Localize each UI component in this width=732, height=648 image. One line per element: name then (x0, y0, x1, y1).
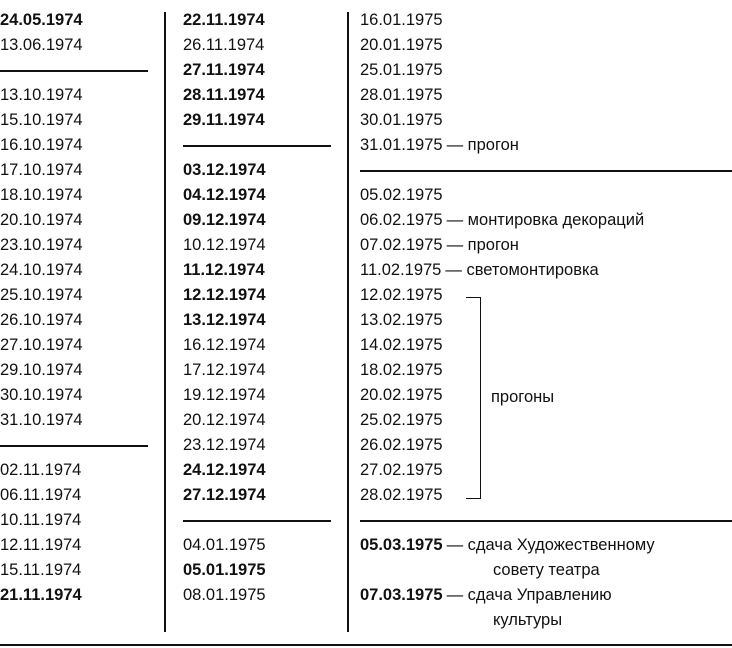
schedule-entry (183, 558, 331, 583)
entry-date: 16.01.1975 (360, 11, 443, 29)
schedule-entry (183, 183, 331, 208)
entry-note: — сдача Художественному (446, 536, 655, 554)
entry-note-continuation: культуры (493, 611, 563, 629)
entry-date: 12.12.1974 (183, 286, 266, 304)
entry-date: 29.10.1974 (0, 361, 83, 379)
schedule-entry (360, 108, 732, 133)
entry-date: 29.11.1974 (183, 111, 265, 129)
schedule-entry (183, 58, 331, 83)
schedule-entry (360, 333, 732, 358)
entry-date: 16.12.1974 (183, 336, 266, 354)
schedule-entry (183, 8, 331, 33)
rehearsals-bracket (466, 297, 481, 499)
group-separator (183, 133, 331, 158)
schedule-entry (0, 408, 148, 433)
entry-date: 07.03.1975 (360, 586, 443, 604)
schedule-entry (360, 283, 732, 308)
schedule-entry (183, 283, 331, 308)
entry-date: 31.10.1974 (0, 411, 83, 429)
schedule-entry (360, 433, 732, 458)
entry-date: 23.10.1974 (0, 236, 83, 254)
entry-date: 11.02.1975 (360, 261, 442, 279)
entry-note: — сдача Управлению (446, 586, 612, 604)
entry-date: 06.11.1974 (0, 486, 82, 504)
entry-date: 20.01.1975 (360, 36, 443, 54)
schedule-entry (183, 458, 331, 483)
schedule-entry (183, 583, 331, 608)
schedule-entry (183, 158, 331, 183)
schedule-entry (183, 83, 331, 108)
entry-date: 24.05.1974 (0, 11, 83, 29)
schedule-entry (360, 208, 732, 233)
schedule-entry (0, 458, 148, 483)
group-separator (0, 433, 148, 458)
entry-date: 20.02.1975 (360, 386, 443, 404)
schedule-entry (183, 408, 331, 433)
entry-date: 25.02.1975 (360, 411, 443, 429)
entry-date: 28.02.1975 (360, 486, 443, 504)
entry-date: 26.02.1975 (360, 436, 443, 454)
entry-date: 30.01.1975 (360, 111, 443, 129)
schedule-entry (360, 408, 732, 433)
schedule-entry (183, 483, 331, 508)
group-separator (183, 508, 331, 533)
entry-date: 24.10.1974 (0, 261, 83, 279)
column-divider-1 (164, 12, 166, 632)
bracket-label: прогоны (491, 388, 555, 406)
schedule-entry (0, 508, 148, 533)
entry-date: 07.02.1975 (360, 236, 443, 254)
entry-date: 11.12.1974 (183, 261, 265, 279)
schedule-entry (0, 333, 148, 358)
schedule-entry (0, 308, 148, 333)
entry-date: 15.11.1974 (0, 561, 82, 579)
entry-date: 13.10.1974 (0, 86, 83, 104)
entry-date: 12.02.1975 (360, 286, 443, 304)
schedule-entry (183, 33, 331, 58)
entry-date: 24.12.1974 (183, 461, 266, 479)
entry-date: 16.10.1974 (0, 136, 83, 154)
schedule-column-3 (360, 8, 732, 633)
entry-date: 18.02.1975 (360, 361, 443, 379)
entry-date: 18.10.1974 (0, 186, 83, 204)
schedule-entry (360, 533, 732, 558)
schedule-entry (183, 383, 331, 408)
entry-date: 05.01.1975 (183, 561, 266, 579)
schedule-entry (360, 308, 732, 333)
entry-date: 17.10.1974 (0, 161, 83, 179)
entry-date: 27.02.1975 (360, 461, 443, 479)
entry-date: 10.11.1974 (0, 511, 82, 529)
entry-date: 19.12.1974 (183, 386, 266, 404)
entry-note: — прогон (446, 136, 519, 154)
schedule-entry (183, 208, 331, 233)
schedule-entry (183, 258, 331, 283)
entry-date: 15.10.1974 (0, 111, 83, 129)
entry-date: 27.11.1974 (183, 61, 265, 79)
schedule-entry (0, 358, 148, 383)
entry-date: 13.06.1974 (0, 36, 83, 54)
schedule-entry (0, 483, 148, 508)
schedule-entry (360, 583, 732, 608)
entry-date: 27.12.1974 (183, 486, 266, 504)
schedule-entry (183, 333, 331, 358)
schedule-entry (0, 258, 148, 283)
schedule-entry (0, 183, 148, 208)
entry-date: 03.12.1974 (183, 161, 266, 179)
entry-date: 25.10.1974 (0, 286, 83, 304)
schedule-entry (360, 8, 732, 33)
entry-date: 20.10.1974 (0, 211, 83, 229)
entry-date: 06.02.1975 (360, 211, 443, 229)
entry-date: 26.10.1974 (0, 311, 83, 329)
schedule-entry (0, 558, 148, 583)
schedule-entry (0, 208, 148, 233)
entry-date: 31.01.1975 (360, 136, 443, 154)
schedule-entry (360, 483, 732, 508)
entry-date: 30.10.1974 (0, 386, 83, 404)
schedule-entry (360, 258, 732, 283)
schedule-column-2 (183, 8, 331, 608)
schedule-entry (183, 308, 331, 333)
schedule-entry (183, 233, 331, 258)
schedule-entry (0, 8, 148, 33)
entry-date: 20.12.1974 (183, 411, 266, 429)
entry-date: 10.12.1974 (183, 236, 266, 254)
column-divider-2 (347, 12, 349, 632)
schedule-entry (0, 583, 148, 608)
schedule-entry (0, 83, 148, 108)
entry-date: 26.11.1974 (183, 36, 265, 54)
entry-date: 05.02.1975 (360, 186, 443, 204)
entry-date: 13.02.1975 (360, 311, 443, 329)
entry-date: 17.12.1974 (183, 361, 266, 379)
schedule-entry (183, 108, 331, 133)
entry-note-continuation: совету театра (493, 561, 600, 579)
schedule-entry (0, 158, 148, 183)
entry-date: 27.10.1974 (0, 336, 83, 354)
entry-date: 28.01.1975 (360, 86, 443, 104)
schedule-entry (360, 33, 732, 58)
schedule-entry (183, 433, 331, 458)
entry-date: 12.11.1974 (0, 536, 82, 554)
entry-note: — прогон (446, 236, 519, 254)
schedule-entry (360, 458, 732, 483)
schedule-entry (360, 233, 732, 258)
entry-date: 04.01.1975 (183, 536, 266, 554)
schedule-entry (360, 83, 732, 108)
schedule-entry (360, 358, 732, 383)
entry-date: 22.11.1974 (183, 11, 265, 29)
schedule-entry (360, 58, 732, 83)
schedule-entry (183, 358, 331, 383)
schedule-entry (0, 33, 148, 58)
entry-date: 09.12.1974 (183, 211, 266, 229)
schedule-entry (360, 183, 732, 208)
entry-date: 02.11.1974 (0, 461, 82, 479)
group-separator (360, 508, 732, 533)
entry-date: 13.12.1974 (183, 311, 266, 329)
schedule-entry (0, 383, 148, 408)
entry-date: 28.11.1974 (183, 86, 265, 104)
entry-date: 23.12.1974 (183, 436, 266, 454)
entry-note: — светомонтировка (445, 261, 599, 279)
entry-date: 04.12.1974 (183, 186, 266, 204)
schedule-entry (0, 533, 148, 558)
group-separator (0, 58, 148, 83)
schedule-column-1 (0, 8, 148, 608)
schedule-entry (360, 133, 732, 158)
bottom-rule (0, 644, 732, 646)
entry-date: 21.11.1974 (0, 586, 82, 604)
entry-date: 25.01.1975 (360, 61, 443, 79)
group-separator (360, 158, 732, 183)
schedule-entry (0, 108, 148, 133)
schedule-entry (0, 133, 148, 158)
schedule-entry (183, 533, 331, 558)
entry-date: 14.02.1975 (360, 336, 443, 354)
entry-date: 08.01.1975 (183, 586, 266, 604)
entry-note: — монтировка декораций (446, 211, 645, 229)
schedule-entry (0, 233, 148, 258)
schedule-entry (0, 283, 148, 308)
entry-date: 05.03.1975 (360, 536, 443, 554)
